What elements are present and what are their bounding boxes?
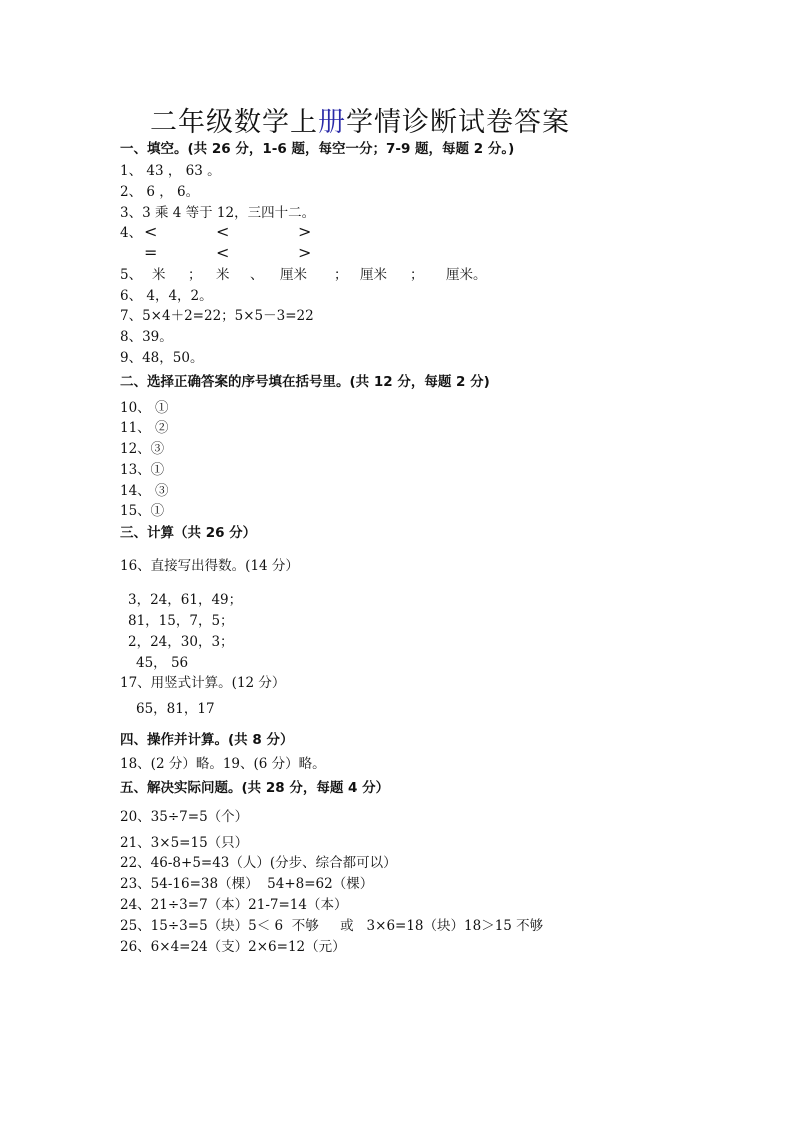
answer-18-19: 18、(2 分）略。19、(6 分）略。 [120,756,326,772]
answer-16-line-4: 45， 56 [136,655,189,671]
answer-20: 20、35÷7=5（个） [120,809,249,825]
answer-4-row2-a: = [144,243,158,262]
answer-26: 26、6×4=24（支）2×6=12（元） [120,939,346,955]
answer-6: 6、 4，4，2。 [120,288,213,304]
answer-11: 11、 ② [120,420,169,436]
question-16: 16、直接写出得数。(14 分） [120,558,299,574]
page-title [150,100,570,139]
answer-14: 14、 ③ [120,483,169,499]
answer-8: 8、39。 [120,329,173,345]
answer-5-item-9: 厘米。 [446,267,487,283]
answer-5-item-3: 米 [216,267,230,283]
answer-16-line-3: 2，24，30，3； [128,634,234,650]
answer-17: 65，81，17 [136,701,215,717]
section-3-header: 三、计算（共 26 分） [120,525,257,541]
answer-5-item-6: ； [334,267,348,283]
answer-23: 23、54-16=38（棵） 54+8=62（棵） [120,876,374,892]
answer-5-item-2: ； [188,267,202,283]
section-1-header: 一、填空。(共 26 分，1-6 题，每空一分；7-9 题，每题 2 分。) [120,141,515,157]
answer-1: 1、 43 ， 63 。 [120,163,221,179]
answer-16-line-2: 81，15，7，5； [128,613,234,629]
answer-4-number: 4、 [120,225,143,241]
title-part-2: 册 [318,107,346,138]
answer-12: 12、③ [120,441,165,457]
title-part-1: 二年级数学上 [150,107,318,138]
section-4-header: 四、操作并计算。(共 8 分） [120,732,294,748]
section-5-header: 五、解决实际问题。(共 28 分，每题 4 分） [120,780,390,796]
answer-3: 3、3 乘 4 等于 12，三四十二。 [120,205,316,221]
answer-5-item-4: 、 [250,267,264,283]
answer-4-row1-b: < [216,222,230,241]
answer-5-item-7: 厘米 [360,267,387,283]
answer-7: 7、5×4＋2=22；5×5－3=22 [120,308,314,324]
answer-5-item-8: ； [410,267,424,283]
answer-15: 15、① [120,503,165,519]
answer-9: 9、48，50。 [120,350,204,366]
title-part-3: 学情诊断试卷答案 [346,107,570,138]
answer-16-line-1: 3，24，61，49； [128,592,243,608]
answer-4-row1-c: > [298,222,312,241]
section-2-header: 二、选择正确答案的序号填在括号里。(共 12 分，每题 2 分) [120,374,490,390]
answer-5-number: 5、 [120,267,143,283]
answer-10: 10、 ① [120,400,169,416]
answer-4-row2-c: > [298,243,312,262]
answer-22: 22、46-8+5=43（人）(分步、综合都可以） [120,855,397,871]
answer-24: 24、21÷3=7（本）21-7=14（本） [120,897,348,913]
answer-21: 21、3×5=15（只） [120,835,249,851]
answer-13: 13、① [120,462,165,478]
answer-2: 2、 6 ， 6。 [120,184,200,200]
answer-5-item-5: 厘米 [280,267,307,283]
question-17: 17、用竖式计算。(12 分） [120,675,286,691]
answer-25: 25、15÷3=5（块）5＜ 6 不够 或 3×6=18（块）18＞15 不够 [120,918,544,934]
answer-4-row2-b: < [216,243,230,262]
answer-4-row1-a: < [144,222,158,241]
answer-5-item-1: 米 [152,267,166,283]
